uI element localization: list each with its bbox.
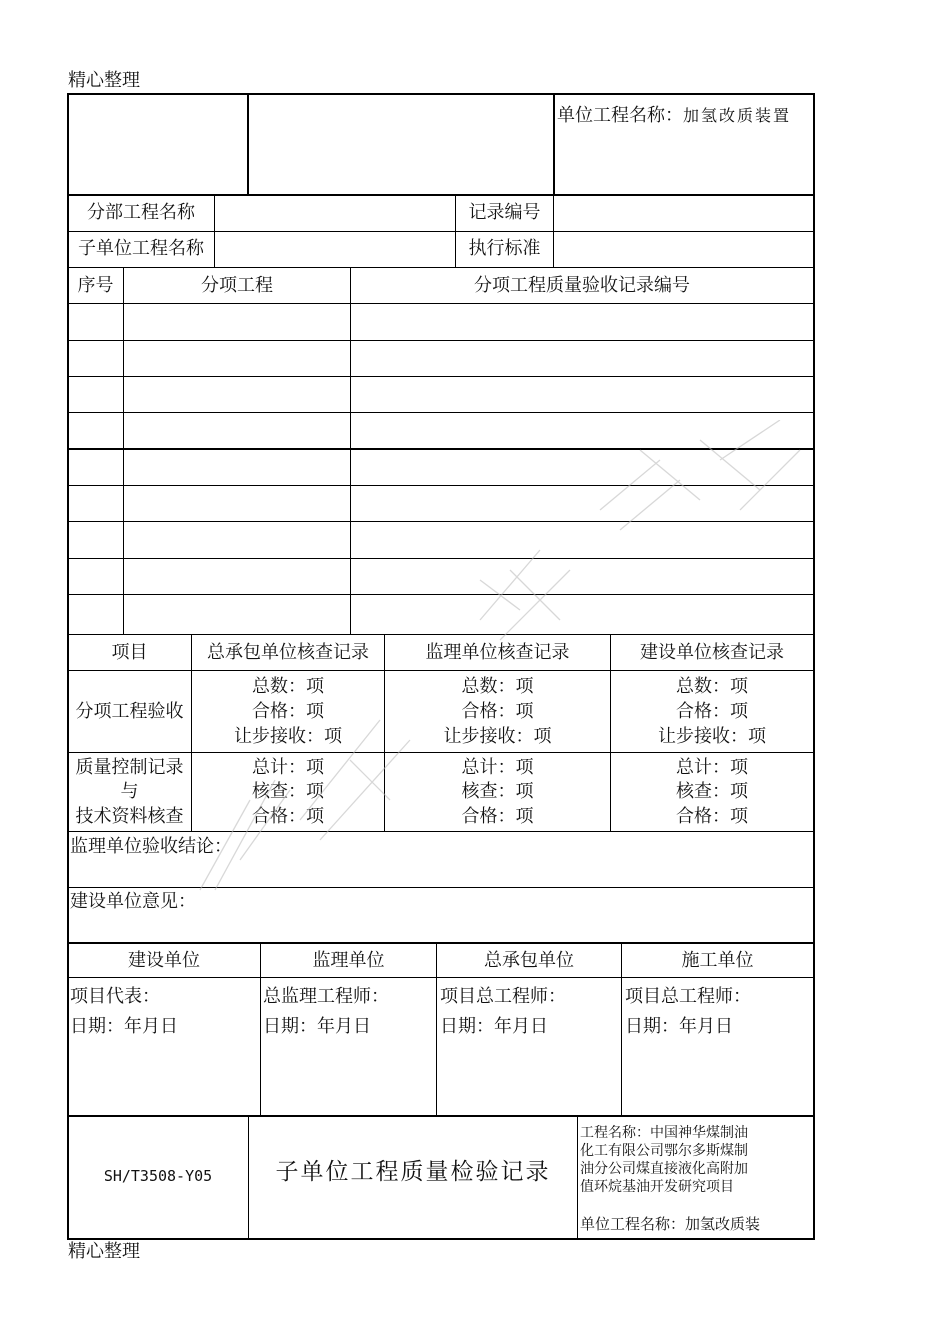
contractor-checked: 核查：项	[252, 781, 324, 802]
contractor-concession: 让步接收：项	[234, 726, 342, 747]
sig-header-owner: 建设单位	[128, 950, 200, 971]
sig-date-builder: 日期：年月日	[625, 1016, 733, 1037]
unit-project-value: 加氢改质装置	[683, 106, 792, 125]
check-header-contractor: 总承包单位核查记录	[207, 642, 369, 663]
project-name-line-1: 工程名称：中国神华煤制油	[580, 1125, 748, 1141]
sig-role-builder: 项目总工程师：	[625, 986, 751, 1007]
contractor-count: 总计：项	[252, 757, 324, 778]
owner-pass: 合格：项	[676, 701, 748, 722]
supervision-total: 总数：项	[461, 676, 534, 697]
owner-opinion-label: 建设单位意见：	[70, 891, 196, 912]
standard-label: 执行标准	[468, 238, 541, 259]
supervision-conclusion-label: 监理单位验收结论：	[70, 836, 232, 857]
row-subitem-acceptance-label: 分项工程验收	[75, 701, 184, 722]
sig-header-builder: 施工单位	[681, 950, 754, 971]
supervision-qualified: 合格：项	[461, 806, 534, 827]
subdivision-label: 分部工程名称	[87, 202, 195, 223]
contractor-qualified: 合格：项	[252, 806, 324, 827]
subdivision-field[interactable]	[216, 196, 454, 230]
col-header-item: 分项工程	[201, 275, 273, 296]
sig-header-contractor: 总承包单位	[484, 950, 574, 971]
col-header-index: 序号	[77, 275, 114, 296]
record-no-field[interactable]	[555, 196, 812, 230]
sub-unit-field[interactable]	[216, 232, 454, 266]
sig-role-contractor: 项目总工程师：	[440, 986, 566, 1007]
owner-count: 总计：项	[676, 757, 748, 778]
standard-field[interactable]	[555, 232, 812, 266]
row-quality-label-2: 与	[120, 781, 139, 802]
record-no-label: 记录编号	[468, 202, 541, 223]
check-header-supervision: 监理单位核查记录	[425, 642, 570, 663]
header-note: 精心整理	[68, 70, 140, 91]
unit-project-label: 单位工程名称：	[557, 105, 683, 126]
project-name-block	[580, 1124, 814, 1196]
footer-unit-project: 单位工程名称：加氢改质装	[580, 1215, 761, 1233]
row-quality-label-3: 技术资料核查	[75, 806, 184, 827]
sig-date-supervision: 日期：年月日	[263, 1016, 371, 1037]
sig-date-contractor: 日期：年月日	[440, 1016, 548, 1037]
project-name-line-3: 油分公司煤直接液化高附加	[580, 1161, 748, 1177]
owner-checked: 核查：项	[676, 781, 748, 802]
project-name-line-4: 值环烷基油开发研究项目	[580, 1179, 734, 1195]
sig-date-owner: 日期：年月日	[70, 1016, 178, 1037]
supervision-pass: 合格：项	[461, 701, 534, 722]
form-title: 子单位工程质量检验记录	[275, 1159, 551, 1185]
footer-note: 精心整理	[68, 1241, 140, 1262]
unit-project-name	[557, 105, 791, 127]
sig-role-owner: 项目代表：	[70, 986, 160, 1007]
owner-qualified: 合格：项	[676, 806, 748, 827]
form-code: SH/T3508-Y05	[103, 1167, 213, 1185]
contractor-pass: 合格：项	[252, 701, 324, 722]
owner-total: 总数：项	[676, 676, 748, 697]
supervision-count: 总计：项	[461, 757, 534, 778]
sig-header-supervision: 监理单位	[312, 950, 385, 971]
sig-role-supervision: 总监理工程师：	[263, 986, 389, 1007]
sub-unit-label: 子单位工程名称	[78, 238, 204, 259]
supervision-checked: 核查：项	[461, 781, 534, 802]
project-name-line-2: 化工有限公司鄂尔多斯煤制	[580, 1143, 748, 1159]
check-header-item: 项目	[111, 642, 148, 663]
check-header-owner: 建设单位核查记录	[640, 642, 784, 663]
row-quality-label-1: 质量控制记录	[75, 757, 184, 778]
supervision-concession: 让步接收：项	[443, 726, 552, 747]
contractor-total: 总数：项	[252, 676, 324, 697]
owner-concession: 让步接收：项	[658, 726, 766, 747]
col-header-record-no: 分项工程质量验收记录编号	[474, 275, 690, 296]
